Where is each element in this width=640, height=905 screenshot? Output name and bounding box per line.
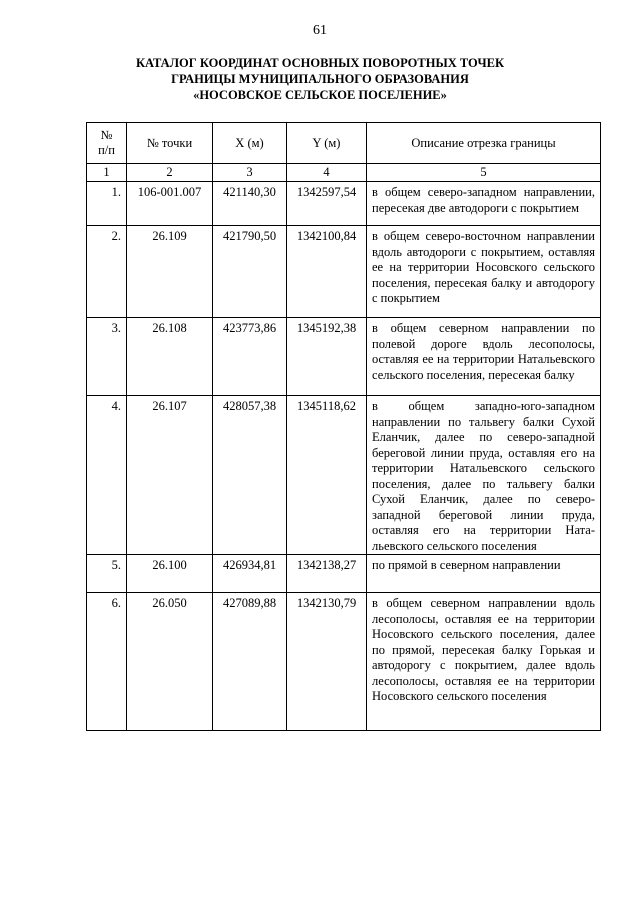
x-coordinate: 423773,86: [213, 318, 287, 396]
column-number: 5: [367, 164, 601, 182]
point-number: 26.107: [127, 396, 213, 555]
segment-description: в общем северном направлении вдоль лесополосы, оставляя ее на территории Носовского сельского поселения, далее по прямой, пересекая балку Горькая и автодорогу с покрытием, далее вдоль лесополосы, оставляя ее на территории Носовского сельского поселения: [367, 593, 601, 731]
title-line-2: ГРАНИЦЫ МУНИЦИПАЛЬНОГО ОБРАЗОВАНИЯ: [171, 72, 469, 86]
y-coordinate: 1342138,27: [287, 555, 367, 593]
point-number: 26.109: [127, 226, 213, 318]
y-coordinate: 1342130,79: [287, 593, 367, 731]
row-number: 4.: [87, 396, 127, 555]
segment-description: в общем северном направлении по полевой дороге вдоль лесополосы, оставляя ее на территории Натальевского сельского поселения, пересекая балку: [367, 318, 601, 396]
catalog-title: [0, 55, 640, 103]
column-number: 3: [213, 164, 287, 182]
column-number: 2: [127, 164, 213, 182]
header-point-number: № точки: [127, 123, 213, 164]
column-number: 1: [87, 164, 127, 182]
table-row: [87, 318, 601, 396]
row-number: 5.: [87, 555, 127, 593]
table-row: [87, 593, 601, 731]
x-coordinate: 427089,88: [213, 593, 287, 731]
header-y: Y (м): [287, 123, 367, 164]
point-number: 26.100: [127, 555, 213, 593]
column-number-row: [87, 164, 601, 182]
segment-description: по прямой в северном направлении: [367, 555, 601, 593]
y-coordinate: 1342597,54: [287, 182, 367, 226]
header-row-number-line1: №: [100, 128, 113, 142]
coordinates-table: [86, 122, 601, 731]
x-coordinate: 428057,38: [213, 396, 287, 555]
segment-description: в общем западно-юго-западном направлении по тальвегу балки Сухой Еланчик, далее по северо-западной береговой линии пруда, оставляя его на территории Натальевского сельского поселения, далее по тальвегу балки Сухой Еланчик, далее по северо-западной береговой линии пруда, оставляя его на территории Натальевского сельского поселения: [367, 396, 601, 555]
row-number: 1.: [87, 182, 127, 226]
point-number: 26.108: [127, 318, 213, 396]
segment-description: в общем северо-восточном направлении вдоль автодороги с покрытием, оставляя ее на территории Носовского сельского поселения, пересекая балку и автодорогу с покрытием: [367, 226, 601, 318]
point-number: 26.050: [127, 593, 213, 731]
point-number: 106-001.007: [127, 182, 213, 226]
row-number: 3.: [87, 318, 127, 396]
column-number: 4: [287, 164, 367, 182]
x-coordinate: 426934,81: [213, 555, 287, 593]
segment-description: в общем северо-западном направлении, пересекая две автодороги с покрытием: [367, 182, 601, 226]
row-number: 2.: [87, 226, 127, 318]
header-row-number-line2: п/п: [98, 143, 115, 157]
row-number: 6.: [87, 593, 127, 731]
header-x: X (м): [213, 123, 287, 164]
y-coordinate: 1345192,38: [287, 318, 367, 396]
header-row-number: [87, 123, 127, 164]
table-row: [87, 226, 601, 318]
table-header-row: [87, 123, 601, 164]
title-line-1: КАТАЛОГ КООРДИНАТ ОСНОВНЫХ ПОВОРОТНЫХ ТОЧЕК: [135, 56, 505, 70]
x-coordinate: 421790,50: [213, 226, 287, 318]
title-line-3: «НОСОВСКОЕ СЕЛЬСКОЕ ПОСЕЛЕНИЕ»: [193, 88, 447, 102]
table-row: [87, 396, 601, 555]
page-number: 61: [313, 23, 327, 38]
y-coordinate: 1345118,62: [287, 396, 367, 555]
table-row: [87, 182, 601, 226]
y-coordinate: 1342100,84: [287, 226, 367, 318]
table-row: [87, 555, 601, 593]
x-coordinate: 421140,30: [213, 182, 287, 226]
header-description: Описание отрезка границы: [367, 123, 601, 164]
